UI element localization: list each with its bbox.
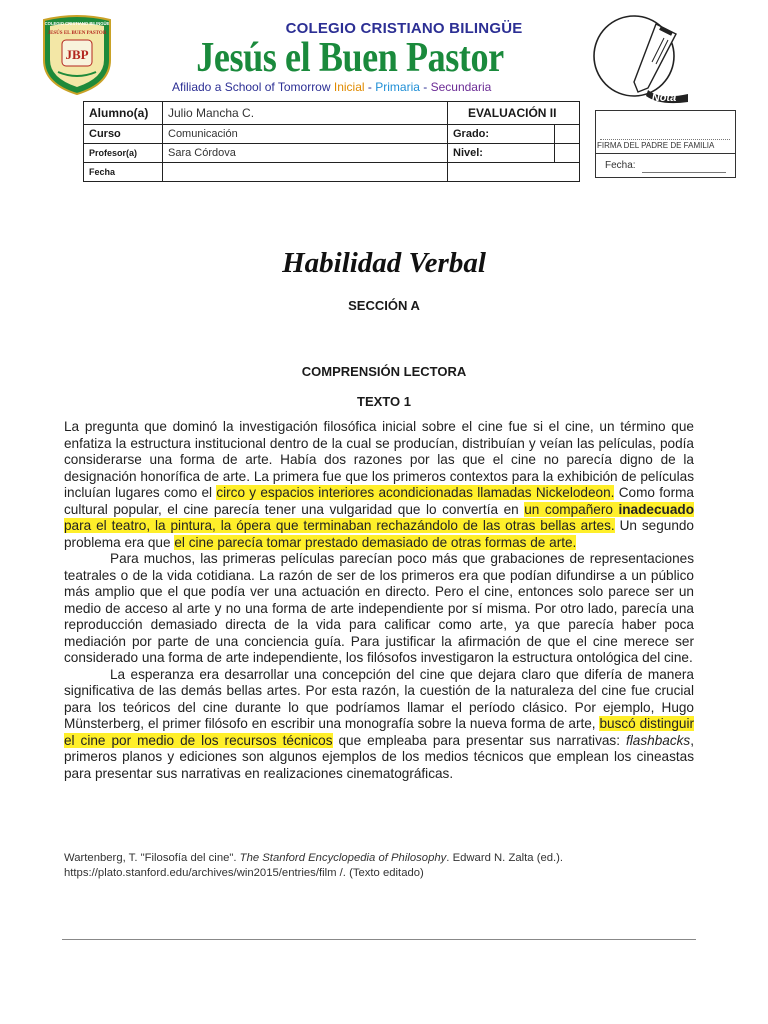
table-row [84, 144, 580, 163]
affiliation-text: Afiliado a School of Tomorrow [172, 80, 331, 94]
highlight-4: buscó distinguir el cine por medio de los recursos técnicos [64, 716, 694, 748]
school-affiliation-line: Afiliado a School of Tomorrow Inicial - Primaria - Secundaria [172, 80, 492, 94]
highlight-2a: un compañero [524, 501, 619, 517]
level-secundaria: Secundaria [430, 80, 492, 94]
profesor-label: Profesor(a) [84, 144, 163, 163]
document-title: Habilidad Verbal [282, 247, 486, 279]
fecha-label: Fecha [84, 163, 163, 182]
signature-date-line[interactable] [642, 172, 726, 173]
table-row [84, 125, 580, 144]
nota-label: Nota [651, 92, 677, 104]
highlight-2-bold: inadecuado [618, 501, 695, 517]
citation-url[interactable]: https://plato.stanford.edu/archives/win2015/entries/film /. (Texto editado) [64, 866, 424, 879]
nivel-value[interactable] [554, 144, 579, 163]
citation-author: Wartenberg, T. "Filosofía del cine". [64, 852, 240, 864]
school-name: Jesús el Buen Pastor [196, 35, 504, 81]
bottom-divider [62, 939, 696, 940]
highlight-1: circo y espacios interiores acondicionadas llamadas Nickelodeon. [216, 485, 615, 500]
table-row [84, 163, 580, 182]
logo-arc-text: JESÚS EL BUEN PASTOR [47, 31, 107, 36]
citation-work: The Stanford Encyclopedia of Philosophy [239, 852, 447, 864]
empty-cell [448, 163, 580, 182]
curso-value[interactable]: Comunicación [163, 125, 448, 144]
profesor-value[interactable]: Sara Córdova [163, 144, 448, 163]
signature-label: FIRMA DEL PADRE DE FAMILIA [597, 141, 715, 150]
reading-passage [64, 419, 694, 782]
paragraph-2: Para muchos, las primeras películas parecían poco más que grabaciones de representaciones teatrales o de la vida cotidiana. La razón de ser de los primeros era que podían difundirse a un público más amplio que el que podía ver una actuación en directo. Pero el cine, entonces solo parece ser un medio de acceso al arte y no una forma de arte independiente por sí misma. Por otro lado, parecía una reproducción demasiado directa de la vida para calificar como arte, ya que parecía haber poca mediación por parte de una conciencia guía. Para justificar la afirmación de que el cine merece ser considerado una forma de arte independiente, los filósofos investigaron la estructura ontológica del cine. [64, 551, 694, 665]
paragraph-3: La esperanza era desarrollar una concepción del cine que dejara claro que difería de manera significativa de las demás bellas artes. Por esta razón, la cuestión de la naturaleza del cine fue crucial para los teóricos del cine durante lo que podríamos llamar el período clásico. Por ejemplo, Hugo Münsterberg, el primer filósofo en escribir una monografía sobre la nueva forma de arte, buscó distinguir el cine por medio de los recursos técnicos que empleaba para presentar sus narrativas: flashbacks, primeros planos y ediciones son algunos ejemplos de los medios técnicos que emplean los cineastas para presentar sus narrativas en realizaciones cinematográficas. [64, 666, 694, 781]
signature-line [600, 139, 730, 140]
grado-label: Grado: [448, 125, 555, 144]
highlight-3: el cine parecía tomar prestado demasiado de otras formas de arte. [174, 534, 577, 550]
school-subtitle: COLEGIO CRISTIANO BILINGÜE [285, 20, 523, 37]
level-primaria: Primaria [375, 80, 420, 94]
alumno-value[interactable]: Julio Mancha C. [163, 102, 448, 125]
citation [64, 851, 704, 880]
level-inicial: Inicial [333, 80, 365, 94]
paragraph-1: La pregunta que dominó la investigación filosófica inicial sobre el cine fue si el cine, un término que enfatiza la estructura institucional dentro de la cual se producían, distribuían y veían las películas, podía considerarse una forma de arte. Había dos razones por las que el cine no parecía digno de la designación honorífica de arte. La primera fue que los primeros contextos para la exhibición de películas incluían lugares como el circo y espacios interiores acondicionadas llamadas Nickelodeon. Como forma cultural popular, el cine parecía tener una vulgaridad que lo convertía en un compañero inadecuado para el teatro, la pintura, la ópera que terminaban rechazándolo de las otras bellas artes. Un segundo problema era que el cine parecía tomar prestado demasiado de otras formas de arte. [64, 419, 695, 550]
table-row [84, 102, 580, 125]
fecha-value[interactable] [163, 163, 448, 182]
italic-flashbacks: flashbacks [625, 732, 691, 748]
grado-value[interactable] [554, 125, 579, 144]
student-info-table [83, 101, 580, 182]
section-heading: SECCIÓN A [348, 298, 420, 313]
evaluacion-label: EVALUACIÓN II [448, 102, 580, 125]
highlight-2c: para el teatro, la pintura, la ópera que terminaban rechazándolo de las otras bellas artes. [64, 518, 615, 533]
nivel-label: Nivel: [448, 144, 555, 163]
text-label: TEXTO 1 [357, 394, 411, 409]
alumno-label: Alumno(a) [84, 102, 163, 125]
subsection-heading: COMPRENSIÓN LECTORA [301, 364, 467, 379]
signature-divider [595, 153, 736, 154]
curso-label: Curso [84, 125, 163, 144]
logo-top-text: COLEGIO CRISTIANO BILINGÜE [44, 21, 110, 26]
citation-rest: . Edward N. Zalta (ed.). [446, 852, 564, 864]
grade-nota-badge [590, 12, 694, 104]
logo-initials: JBP [65, 47, 89, 62]
signature-date-label: Fecha: [605, 160, 636, 171]
